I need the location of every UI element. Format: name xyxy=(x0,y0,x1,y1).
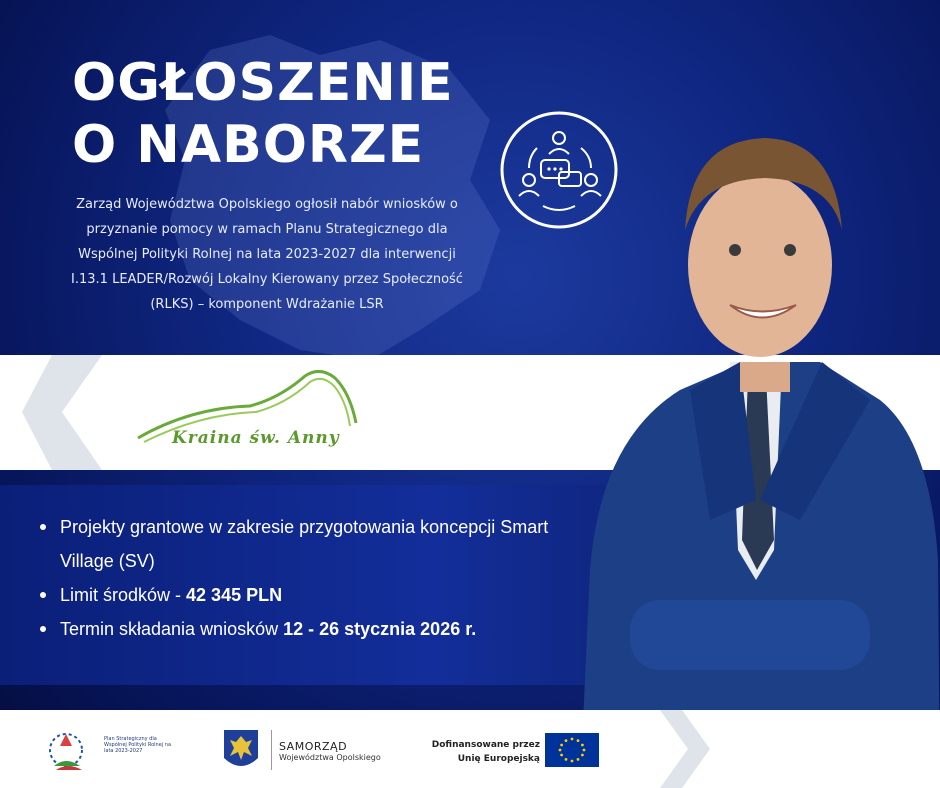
eu-funding-text xyxy=(410,738,540,766)
eu-flag-icon xyxy=(545,733,599,767)
page-title xyxy=(72,52,454,176)
partner-logo-text: Kraina św. Anny xyxy=(172,428,340,448)
grant-description: Projekty grantowe w zakresie przygotowania koncepcji Smart Village (SV) xyxy=(60,517,549,571)
list-item xyxy=(36,612,560,646)
title-line-2: O NABORZE xyxy=(72,115,425,175)
list-item xyxy=(36,510,560,578)
deadline-value: 12 - 26 stycznia 2026 r. xyxy=(283,619,477,639)
footer-divider xyxy=(271,730,272,770)
eu-text-line-1: Dofinansowane przez xyxy=(431,740,540,750)
samorzad-title: SAMORZĄD xyxy=(279,740,348,753)
deadline-label: Termin składania wniosków xyxy=(60,619,284,639)
eu-text-line-2: Unię Europejską xyxy=(457,754,540,764)
info-list xyxy=(36,510,560,646)
chevron-right-decoration xyxy=(660,710,710,788)
plan-logo-caption: Plan Strategiczny dla Wspólnej Polityki Rolnej na lata 2023-2027 xyxy=(104,736,172,754)
intro-text: Zarząd Województwa Opolskiego ogłosił nabór wniosków o przyznanie pomocy w ramach Planu Strategicznego dla Wspólnej Polityki Rolnej na lata 2023-2027 dla interwencji I.13.1 LEADER/Rozwój Lokalny Kierowany przez Społeczność (RLKS) – komponent Wdrażanie LSR xyxy=(71,197,463,312)
businessman-photo xyxy=(560,100,940,788)
limit-label: Limit środków - xyxy=(60,585,187,605)
limit-value: 42 345 PLN xyxy=(186,585,283,605)
plan-strategiczny-logo xyxy=(46,726,106,776)
opolskie-eagle-crest-icon xyxy=(222,728,260,774)
list-item xyxy=(36,578,560,612)
title-line-1: OGŁOSZENIE xyxy=(72,53,454,113)
samorzad-subtitle: Województwa Opolskiego xyxy=(279,753,381,762)
chevron-left-decoration xyxy=(22,355,102,470)
